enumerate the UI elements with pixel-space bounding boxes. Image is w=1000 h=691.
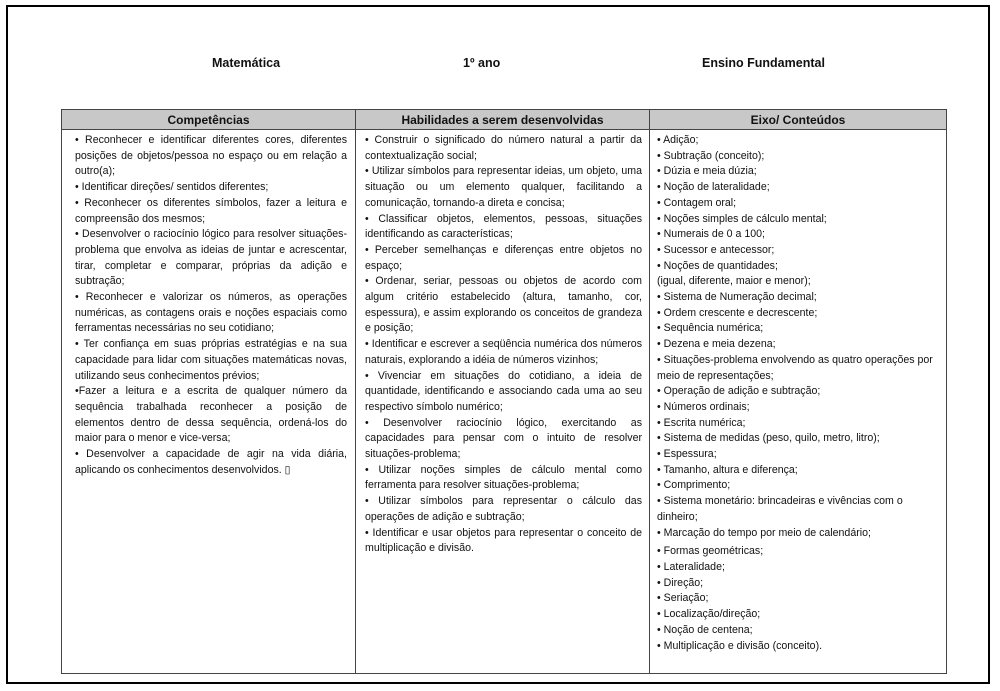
- habilidade-item: • Ordenar, seriar, pessoas ou objetos de acordo com algum critério estabelecido (altura, tamanho, cor, espessura), e assim explorando os conceitos de grandeza e posição;: [365, 275, 642, 335]
- column-header-conteudos: Eixo/ Conteúdos: [650, 110, 947, 130]
- competencias-cell: [62, 130, 356, 674]
- habilidade-item: • Utilizar símbolos para representar o cálculo das operações de adição e subtração;: [365, 495, 642, 523]
- habilidade-item: • Identificar e usar objetos para representar o conceito de multiplicação e divisão.: [365, 526, 642, 555]
- table-row: [62, 130, 947, 674]
- conteudo-item: • Noções de quantidades;: [657, 259, 778, 272]
- habilidade-item: • Identificar e escrever a seqüência numérica dos números naturais, explorando a idéia de números vizinhos;: [365, 338, 642, 366]
- conteudo-item: • Localização/direção;: [657, 608, 761, 621]
- conteudo-item: • Noção de centena;: [657, 623, 753, 636]
- conteudo-item: • Noção de lateralidade;: [657, 181, 770, 194]
- conteudo-item: • Números ordinais;: [657, 400, 750, 413]
- conteudo-item: • Sistema monetário: brincadeiras e vivências com o dinheiro;: [657, 495, 903, 523]
- conteudo-item: • Marcação do tempo por meio de calendário;: [657, 526, 871, 539]
- competencia-item: •Fazer a leitura e a escrita de qualquer número da sequência trabalhada reconhecer a posição de elementos dentro de dessa sequência, ordená-los do maior para o menor e vice-versa;: [75, 385, 347, 445]
- conteudo-item: • Tamanho, altura e diferença;: [657, 463, 798, 476]
- conteudo-item: • Ordem crescente e decrescente;: [657, 306, 818, 319]
- conteudo-item: • Sistema de medidas (peso, quilo, metro, litro);: [657, 432, 880, 445]
- conteudo-item: • Espessura;: [657, 448, 717, 461]
- competencia-item: • Ter confiança em suas próprias estratégias e na sua capacidade para lidar com situações matemáticas novas, utilizando seus conhecimentos prévios;: [75, 338, 347, 382]
- conteudo-item: (igual, diferente, maior e menor);: [657, 275, 811, 288]
- conteudo-item: • Seriação;: [657, 592, 709, 605]
- conteudo-item: • Situações-problema envolvendo as quatro operações por meio de representações;: [657, 353, 933, 382]
- conteudo-item: • Lateralidade;: [657, 560, 725, 573]
- conteudo-item: • Contagem oral;: [657, 196, 737, 209]
- conteudo-item: • Escrita numérica;: [657, 416, 746, 429]
- conteudo-item: • Numerais de 0 a 100;: [657, 228, 765, 241]
- habilidade-item: • Utilizar símbolos para representar ideias, um objeto, uma situação ou um elemento qualquer, facilitando a comunicação, tornando-a direta e concisa;: [365, 165, 642, 209]
- conteudo-item: • Noções simples de cálculo mental;: [657, 212, 827, 225]
- conteudo-item: • Sequência numérica;: [657, 322, 764, 335]
- habilidade-item: • Classificar objetos, elementos, pessoas, situações identificando as características;: [365, 212, 642, 241]
- conteudo-item: • Dúzia e meia dúzia;: [657, 165, 757, 178]
- competencia-item: • Reconhecer e identificar diferentes cores, diferentes posições de objetos/pessoa no espaço ou em relação a outro(a);: [75, 134, 347, 178]
- competencia-item: • Desenvolver o raciocínio lógico para resolver situações-problema que envolva as ideias de juntar e acrescentar, tirar, completar e comparar, próprias da adição e subtração;: [75, 228, 347, 288]
- conteudo-item: • Dezena e meia dezena;: [657, 338, 776, 351]
- conteudo-item: • Adição;: [657, 134, 699, 146]
- conteudo-item: • Sucessor e antecessor;: [657, 243, 775, 256]
- habilidade-item: • Vivenciar em situações do cotidiano, a ideia de quantidade, identificando e associando cada uma ao seu respectivo símbolo numérico;: [365, 369, 642, 413]
- column-header-habilidades: Habilidades a serem desenvolvidas: [356, 110, 650, 130]
- subject-title: Matemática: [212, 56, 281, 70]
- conteudo-item: • Multiplicação e divisão (conceito).: [657, 639, 823, 652]
- conteudo-item: • Sistema de Numeração decimal;: [657, 291, 817, 304]
- habilidade-item: • Perceber semelhanças e diferenças entre objetos no espaço;: [365, 243, 642, 272]
- habilidade-item: • Desenvolver raciocínio lógico, exercitando as capacidades para pensar com o intuito de resolver situações-problema;: [365, 416, 642, 461]
- conteudo-item: • Direção;: [657, 576, 704, 589]
- habilidade-item: • Utilizar noções simples de cálculo mental como ferramenta para resolver situações-problema;: [365, 463, 642, 492]
- curriculum-table: [61, 109, 947, 674]
- table-header-row: [62, 110, 947, 130]
- competencia-item: • Desenvolver a capacidade de agir na vida diária, aplicando os conhecimentos desenvolvidos. ▯: [75, 448, 347, 476]
- competencia-item: • Reconhecer e valorizar os números, as operações numéricas, as contagens orais e noções espaciais como ferramentas necessárias no seu cotidiano;: [75, 291, 347, 335]
- conteudo-item: • Formas geométricas;: [657, 545, 764, 558]
- conteudo-item: • Operação de adição e subtração;: [657, 385, 821, 398]
- level-title: Ensino Fundamental: [702, 56, 825, 70]
- conteudos-cell: [650, 130, 947, 674]
- year-title: 1º ano: [463, 56, 501, 70]
- column-header-competencias: Competências: [62, 110, 356, 130]
- habilidades-cell: [356, 130, 650, 674]
- conteudo-item: • Subtração (conceito);: [657, 149, 765, 162]
- competencia-item: • Reconhecer os diferentes símbolos, fazer a leitura e compreensão dos mesmos;: [75, 196, 347, 225]
- competencia-item: • Identificar direções/ sentidos diferentes;: [75, 181, 269, 194]
- conteudo-item: • Comprimento;: [657, 479, 731, 492]
- habilidade-item: • Construir o significado do número natural a partir da contextualização social;: [365, 134, 642, 162]
